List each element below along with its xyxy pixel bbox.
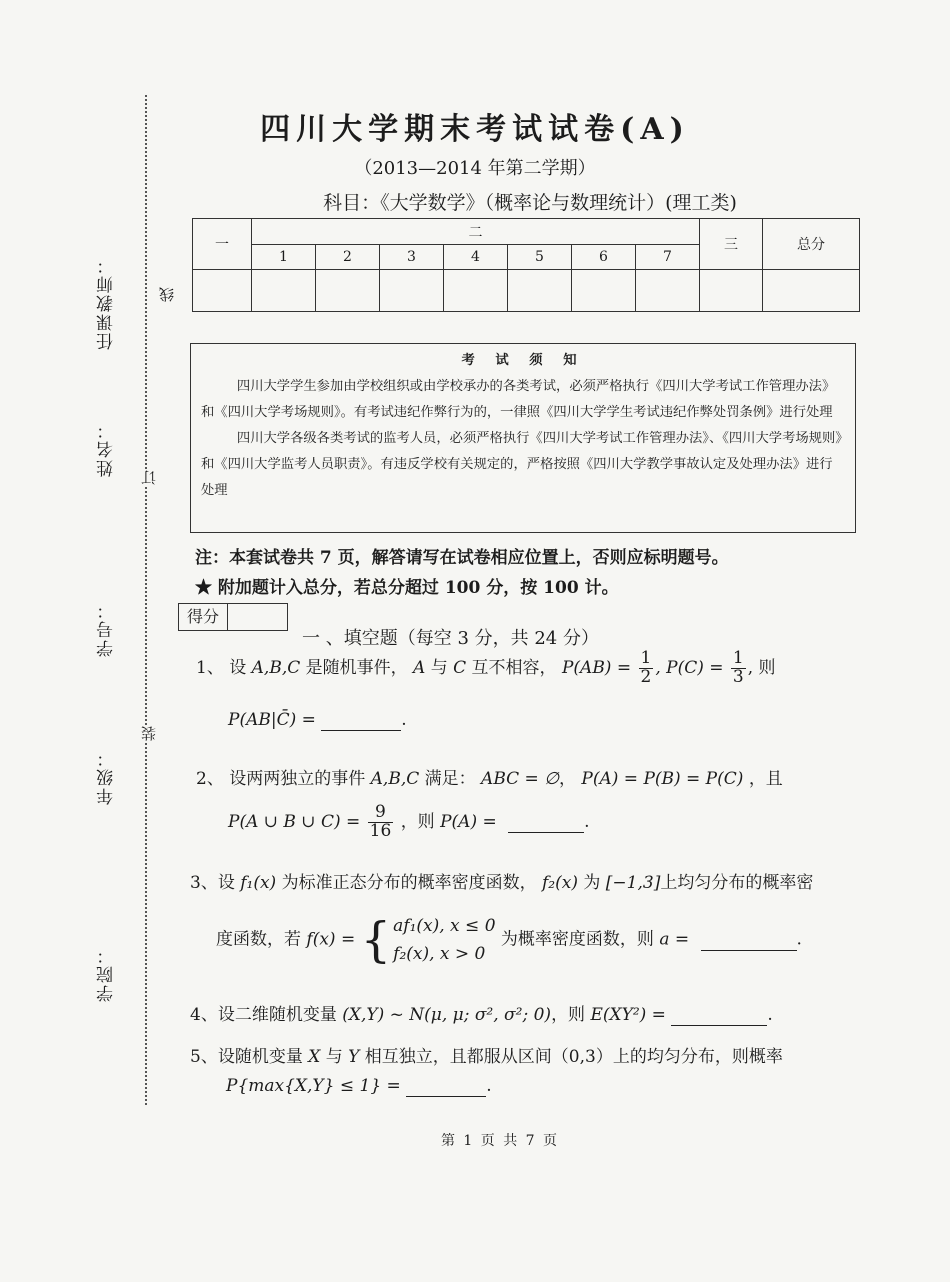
binding-mark-line: 线 (158, 287, 176, 302)
score-sub-col: 2 (316, 245, 380, 269)
grade-label: 年级： (97, 748, 117, 805)
section-score-box (178, 603, 288, 631)
score-cell[interactable] (193, 269, 252, 311)
score-cell[interactable] (636, 269, 700, 311)
notice-paragraph-2: 四川大学各级各类考试的监考人员，必须严格执行《四川大学考试工作管理办法》、《四川大学考场规则》和《四川大学监考人员职责》。有违反学校有关规定的，严格按照《四川大学教学事故认定及处理办法》进行处理 (201, 431, 842, 498)
name-label: 姓名： (97, 420, 117, 477)
question-2: 2、 设两两独立的事件 A,B,C 满足： ABC = ∅， P(A) = P(B) = P(C) ，且 (196, 769, 783, 789)
notice-title: 考 试 须 知 (461, 353, 585, 368)
question-5: 5、设随机变量 X 与 Y 相互独立，且都服从区间（0,3）上的均匀分布，则概率 (190, 1047, 783, 1067)
score-box-input[interactable] (228, 604, 287, 630)
score-col-two: 二 (252, 219, 700, 245)
exam-term: （2013—2014 年第二学期） (354, 158, 596, 179)
score-sub-col: 7 (636, 245, 700, 269)
score-cell[interactable] (444, 269, 508, 311)
binding-mark-bind: 装 (140, 726, 158, 741)
score-sub-col: 1 (252, 245, 316, 269)
answer-blank-5[interactable] (406, 1076, 486, 1097)
fraction-one-half: $\frac{1}{2}$ (640, 648, 652, 687)
score-sub-col: 3 (380, 245, 444, 269)
exam-subject: 科目：《大学数学》（概率论与数理统计）(理工类) (323, 192, 737, 214)
score-cell[interactable] (508, 269, 572, 311)
fraction-nine-sixteenths: $\frac{9}{16}$ (369, 802, 392, 841)
question-5-line-2: P{max{X,Y} ≤ 1} = . (226, 1076, 492, 1096)
note-pages: 注：本套试卷共 7 页，解答请写在试卷相应位置上，否则应标明题号。 (195, 548, 729, 568)
question-3: 3、设 f₁(x) 为标准正态分布的概率密度函数， f₂(x) 为 [−1,3]上均匀分布的概率密 (190, 873, 814, 893)
score-cell[interactable] (700, 269, 763, 311)
note-bonus: ★ 附加题计入总分，若总分超过 100 分，按 100 计。 (195, 578, 619, 598)
student-id-label: 学号： (97, 600, 117, 657)
question-2-line-2: P(A ∪ B ∪ C) = $\frac{9}{16}$ ，则 P(A) = . (228, 802, 590, 841)
question-4: 4、设二维随机变量 (X,Y) ~ N(μ, μ; σ², σ²; 0)，则 E(XY²) = . (190, 1005, 773, 1025)
question-3-line-2: 度函数，若 f(x) = { af₁(x), x ≤ 0 f₂(x), x > 0 为概率密度函数，则 a = . (216, 912, 802, 968)
exam-title: 四川大学期末考试试卷(A) (260, 112, 690, 147)
teacher-label: 任课教师： (97, 255, 117, 350)
fraction-one-third: $\frac{1}{3}$ (732, 648, 744, 687)
score-sub-col: 6 (572, 245, 636, 269)
score-col-one: 一 (193, 219, 252, 270)
score-col-three: 三 (700, 219, 763, 270)
page-footer: 第 1 页 共 7 页 (440, 1133, 560, 1149)
notice-paragraph-1: 四川大学学生参加由学校组织或由学校承办的各类考试，必须严格执行《四川大学考试工作管理办法》和《四川大学考场规则》。有考试违纪作弊行为的，一律照《四川大学学生考试违纪作弊处罚条例》进行处理 (201, 379, 836, 420)
college-label: 学院： (97, 945, 117, 1002)
piecewise-function: { af₁(x), x ≤ 0 f₂(x), x > 0 (360, 912, 496, 968)
score-col-total: 总分 (763, 219, 860, 270)
question-1: 1、 设 A,B,C 是随机事件， A 与 C 互不相容， P(AB) = $\frac{1}{2}$ , P(C) = $\frac{1}{3}$ , 则 (196, 648, 776, 687)
score-table (192, 218, 860, 312)
binding-mark-staple: 订 (140, 470, 158, 485)
score-sub-col: 4 (444, 245, 508, 269)
section-title: 一 、填空题（每空 3 分，共 24 分） (302, 628, 599, 649)
score-cell[interactable] (252, 269, 316, 311)
answer-blank-2[interactable] (508, 812, 584, 833)
exam-notice-box (190, 343, 856, 533)
answer-blank-3[interactable] (701, 930, 797, 951)
score-cell[interactable] (572, 269, 636, 311)
binding-dotted-line (145, 95, 147, 1105)
answer-blank-1[interactable] (321, 710, 401, 731)
answer-blank-4[interactable] (671, 1005, 767, 1026)
score-box-label: 得分 (179, 604, 228, 630)
score-cell[interactable] (763, 269, 860, 311)
score-cell[interactable] (380, 269, 444, 311)
question-1-line-2: P(AB|C̄) = . (228, 710, 407, 730)
score-sub-col: 5 (508, 245, 572, 269)
score-cell[interactable] (316, 269, 380, 311)
